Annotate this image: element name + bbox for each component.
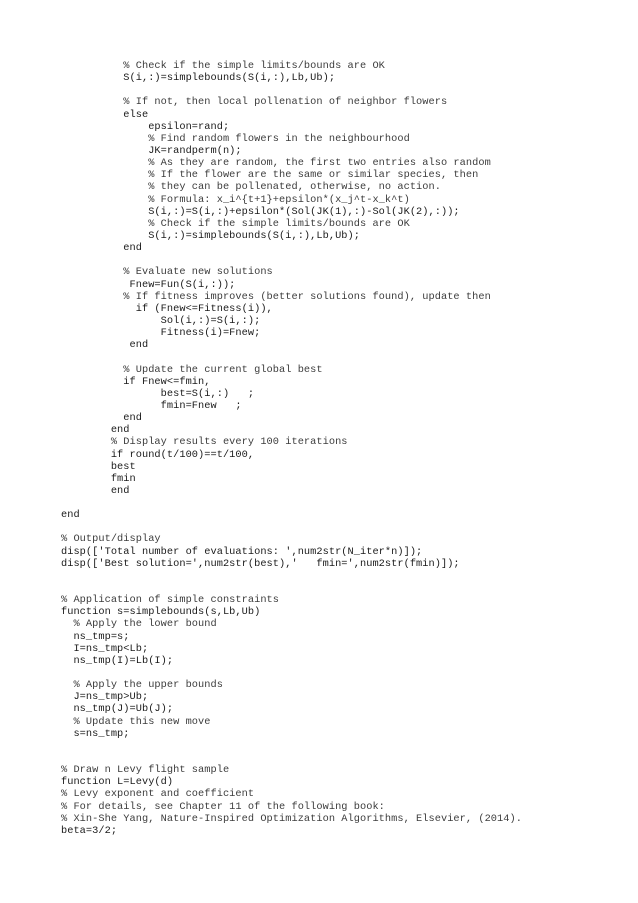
code-line: fmin=Fnew ; — [61, 399, 242, 412]
code-line — [61, 84, 621, 96]
code-line: ns_tmp(J)=Ub(J); — [61, 703, 174, 716]
code-line — [61, 740, 621, 752]
code-line — [61, 570, 621, 582]
code-line: % If not, then local pollenation of neighbor flowers — [61, 96, 448, 109]
code-line: S(i,:)=simplebounds(S(i,:),Lb,Ub); — [61, 72, 336, 85]
code-line: beta=3/2; — [61, 824, 118, 837]
code-line: % If the flower are the same or similar species, then — [61, 169, 479, 182]
code-line: epsilon=rand; — [61, 120, 230, 133]
code-listing — [61, 60, 621, 837]
code-line: if round(t/100)==t/100, — [61, 448, 255, 461]
code-line: if (Fnew<=Fitness(i)), — [61, 302, 273, 315]
code-line — [61, 582, 621, 594]
code-line: % they can be pollenated, otherwise, no action. — [61, 181, 441, 194]
code-line — [61, 752, 621, 764]
code-line: end — [61, 484, 130, 497]
code-line — [61, 254, 621, 266]
code-line: if Fnew<=fmin, — [61, 375, 211, 388]
code-line: Fitness(i)=Fnew; — [61, 327, 261, 340]
code-line: function s=simplebounds(s,Lb,Ub) — [61, 606, 261, 619]
code-line: % Application of simple constraints — [61, 594, 280, 607]
code-line: % If fitness improves (better solutions found), update then — [61, 290, 491, 303]
code-line: Sol(i,:)=S(i,:); — [61, 314, 261, 327]
code-line: ns_tmp=s; — [61, 630, 130, 643]
code-line: end — [61, 339, 149, 352]
code-line: % For details, see Chapter 11 of the following book: — [61, 800, 385, 813]
code-line: % Apply the lower bound — [61, 618, 217, 631]
code-line: % Xin-She Yang, Nature-Inspired Optimization Algorithms, Elsevier, (2014). — [61, 812, 522, 825]
code-line: Fnew=Fun(S(i,:)); — [61, 278, 236, 291]
code-line — [61, 497, 621, 509]
code-line: end — [61, 242, 142, 255]
code-line: s=ns_tmp; — [61, 727, 130, 740]
code-line: I=ns_tmp<Lb; — [61, 642, 149, 655]
code-line: % Check if the simple limits/bounds are OK — [61, 60, 385, 72]
code-line: fmin — [61, 472, 136, 485]
code-line: end — [61, 412, 142, 425]
code-line: disp(['Best solution=',num2str(best),' fmin=',num2str(fmin)]); — [61, 557, 460, 570]
code-line: % Display results every 100 iterations — [61, 436, 348, 449]
code-line: ns_tmp(I)=Lb(I); — [61, 654, 174, 667]
code-line: % Evaluate new solutions — [61, 266, 273, 279]
code-line — [61, 667, 621, 679]
code-line: % Find random flowers in the neighbourhood — [61, 132, 410, 145]
code-line: S(i,:)=S(i,:)+epsilon*(Sol(JK(1),:)-Sol(JK(2),:)); — [61, 205, 460, 218]
code-line: best — [61, 460, 136, 473]
code-line: % Update this new move — [61, 715, 211, 728]
code-line: JK=randperm(n); — [61, 144, 242, 157]
code-line: else — [61, 108, 149, 121]
code-line: % Draw n Levy flight sample — [61, 764, 230, 777]
code-line: % Check if the simple limits/bounds are OK — [61, 217, 410, 230]
code-line: % Formula: x_i^{t+1}+epsilon*(x_j^t-x_k^t) — [61, 193, 410, 206]
code-line — [61, 521, 621, 533]
code-line: best=S(i,:) ; — [61, 387, 255, 400]
code-line: function L=Levy(d) — [61, 776, 174, 789]
code-line: % As they are random, the first two entries also random — [61, 157, 491, 170]
code-line: % Levy exponent and coefficient — [61, 788, 255, 801]
code-line: % Apply the upper bounds — [61, 679, 223, 692]
code-line: % Update the current global best — [61, 363, 323, 376]
code-line: end — [61, 509, 80, 522]
code-line: end — [61, 424, 130, 437]
code-line — [61, 351, 621, 363]
code-line: % Output/display — [61, 533, 161, 546]
code-line: J=ns_tmp>Ub; — [61, 691, 149, 704]
code-line: disp(['Total number of evaluations: ',num2str(N_iter*n)]); — [61, 545, 423, 558]
code-line: S(i,:)=simplebounds(S(i,:),Lb,Ub); — [61, 229, 360, 242]
